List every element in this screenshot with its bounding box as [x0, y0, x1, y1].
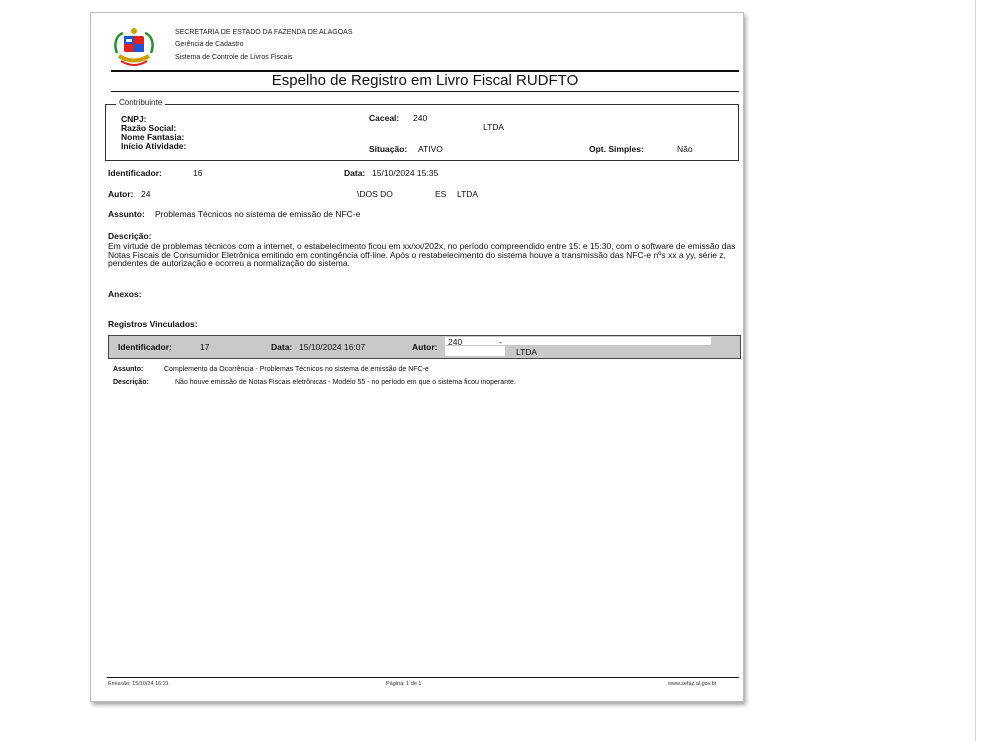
- identificador-value: 16: [193, 168, 203, 178]
- data-label: Data:: [344, 168, 366, 178]
- document-page: [90, 12, 744, 702]
- document-title: Espelho de Registro em Livro Fiscal RUDFTO: [271, 72, 579, 89]
- autor-label: Autor:: [108, 189, 134, 199]
- footer-site: www.sefaz.al.gov.br: [668, 681, 717, 687]
- assunto-label: Assunto:: [108, 209, 145, 219]
- redaction-block: [445, 337, 711, 345]
- opt-simples-value: Não: [677, 144, 693, 154]
- razao-social-label: Razão Social:: [121, 123, 177, 133]
- cnpj-label: CNPJ:: [121, 114, 147, 124]
- system-name: Sistema de Controle de Livros Fiscais: [175, 54, 293, 61]
- footer-emissao: Emissão: 15/10/24 16:21: [108, 681, 169, 687]
- descricao-text: Em virtude de problemas técnicos com a internet, o estabelecimento ficou em xx/xx/202x, no período compreendido entre 15: e 15:30, com o software de emissão das Notas Fiscais de Consumidor Eletrônica emitindo em contingência off-line. Após o restabelecimento do sistema houve a transmissão das NFC-e nºs xx a yy, série z, pendentes de autorização e ocorreu a normalização do sistema.: [108, 241, 736, 268]
- situacao-value: ATIVO: [418, 144, 443, 154]
- data-value: 15/10/2024 15:35: [372, 168, 439, 178]
- footer-pagina: Página: 1 de 1: [386, 681, 422, 687]
- footer-rule: [107, 677, 739, 678]
- autor-name-fragment: ES: [435, 189, 447, 199]
- assunto-value: Problemas Técnicos no sistema de emissão de NFC-e: [155, 209, 361, 219]
- razao-social-value: LTDA: [483, 122, 505, 132]
- caceal-label: Caceal:: [369, 113, 400, 123]
- inicio-atividade-label: Início Atividade:: [121, 141, 187, 151]
- vinculado-data-label: Data:: [271, 342, 293, 352]
- identificador-label: Identificador:: [108, 168, 162, 178]
- descricao-label: Descrição:: [108, 231, 152, 241]
- vinculado-descricao-label: Descrição:: [113, 379, 149, 386]
- nome-fantasia-label: Nome Fantasia:: [121, 132, 185, 142]
- vinculado-assunto-label: Assunto:: [113, 366, 144, 373]
- autor-name-fragment: LTDA: [457, 189, 479, 199]
- header-rule-bottom: [111, 91, 739, 92]
- viewer-edge-divider: [975, 0, 976, 741]
- vinculado-identificador-value: 17: [200, 342, 210, 352]
- vinculado-autor-label: Autor:: [412, 342, 438, 352]
- autor-value: 24: [141, 189, 151, 199]
- situacao-label: Situação:: [369, 144, 408, 154]
- redaction-block: [445, 346, 505, 356]
- alagoas-coat-of-arms-icon: [111, 25, 157, 71]
- vinculado-identificador-label: Identificador:: [118, 342, 172, 352]
- vinculado-autor-value: 240: [448, 337, 463, 347]
- registros-vinculados-label: Registros Vinculados:: [108, 319, 198, 329]
- vinculado-autor-suffix: LTDA: [516, 347, 538, 357]
- contribuinte-legend: Contribuinte: [116, 98, 165, 107]
- vinculado-descricao-value: Não houve emissão de Notas Fiscais eletrônicas - Modelo 55 - no período em que o sistema ficou inoperante.: [175, 379, 516, 386]
- vinculado-assunto-value: Complemento da Ocorrência - Problemas Técnicos no sistema de emissão de NFC-e: [164, 366, 429, 373]
- anexos-label: Anexos:: [108, 289, 142, 299]
- org-department: Gerência de Cadastro: [175, 41, 244, 48]
- vinculado-data-value: 15/10/2024 16:07: [299, 342, 366, 352]
- vinculado-autor-dash: -: [499, 337, 502, 347]
- org-name: SECRETARIA DE ESTADO DA FAZENDA DE ALAGOAS: [175, 29, 353, 36]
- opt-simples-label: Opt. Simples:: [589, 144, 644, 154]
- caceal-value: 240: [413, 113, 428, 123]
- autor-name-fragment: \DOS DO: [357, 189, 393, 199]
